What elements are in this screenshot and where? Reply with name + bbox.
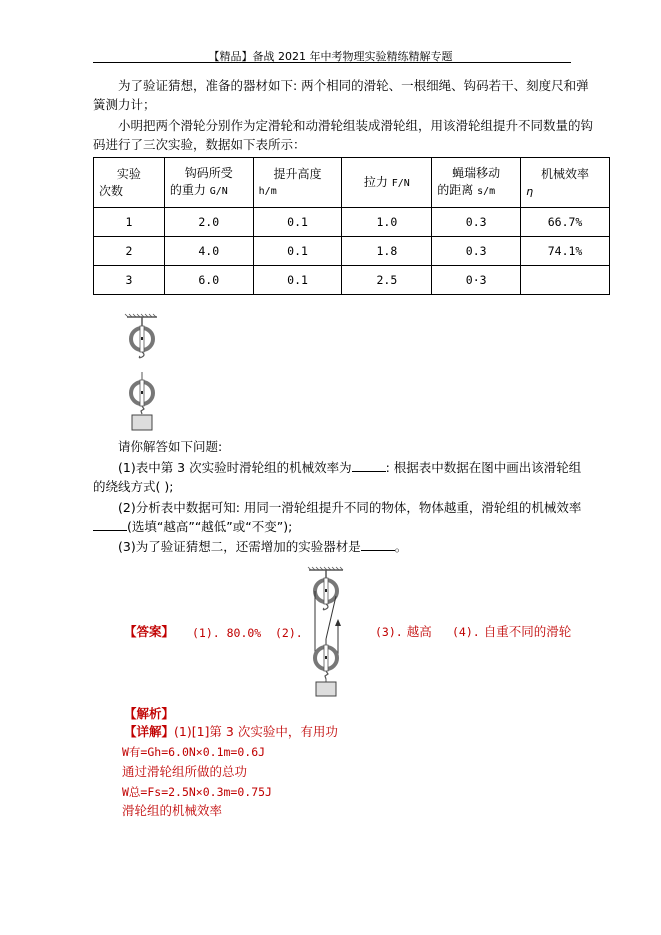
page-header-title: 【精品】备战 2021 年中考物理实验精练精解专题 [208,50,453,63]
table-cell: 2 [94,237,165,266]
answer-1: (1). 80.0% [192,626,262,640]
header-line2: 的重力 [169,183,206,197]
table-cell: 66.7% [521,208,610,237]
header-cell-trial [94,158,165,208]
header-cell-force [342,158,432,208]
answer-3 [375,623,432,641]
header-line1: 钩码所受 [184,166,233,180]
answer-3-text: 越高 [406,624,432,639]
answer-4-num: (4). [452,625,480,639]
answer-4 [452,623,571,641]
table-cell: 1 [94,208,165,237]
answer-blank [361,538,395,551]
table-cell: 3 [94,266,165,295]
table-cell: 74.1% [521,237,610,266]
questions-intro: 请你解答如下问题: [118,439,223,454]
question-1-line2: 的绕线方式( ); [93,479,174,494]
arrow-head-icon [335,619,341,626]
header-line1: 机械效率 [541,166,590,181]
intro-para1-line2: 簧测力计； [93,97,156,112]
equation-total-work: W总=Fs=2.5N×0.3m=0.75J [122,785,272,799]
table-cell [521,266,610,295]
header-line2: 次数 [99,183,124,198]
answer-label: 【答案】 [124,624,175,639]
table-cell: 0.1 [253,208,342,237]
header-unit: F/N [391,177,410,189]
header-unit: h/m [258,185,277,197]
table-header-row [94,158,610,208]
header-line1: 提升高度 [273,166,322,181]
question-3-text: (3)为了验证猜想二，还需增加的实验器材是 [118,539,361,554]
header-cell-distance [432,158,521,208]
equation-useful-work: W有=Gh=6.0N×0.1m=0.6J [122,745,266,759]
question-3 [118,538,407,556]
header-cell-weight [164,158,253,208]
question-2-line1: (2)分析表中数据可知: 用同一滑轮组提升不同的物体，物体越重，滑轮组的机械效率 [118,500,582,515]
detail-label: 【详解】 [124,724,175,739]
table-cell: 0.3 [432,237,521,266]
intro-para1-line1: 为了验证猜想，准备的器材如下: 两个相同的滑轮、一根细绳、钩码若干、刻度尺和弹 [118,78,589,93]
experiment-data-table [93,157,610,295]
table-cell: 1.0 [342,208,432,237]
header-line1: 拉力 [363,174,388,189]
table-cell: 0.1 [253,266,342,295]
table-row [94,266,610,295]
question-2-text: (选填“越高”“越低”或“不变”); [127,519,293,534]
header-cell-height [253,158,342,208]
intro-para2-line2: 码进行了三次实验，数据如下表所示： [93,137,306,152]
header-line1: 实验 [116,166,141,181]
answer-blank [352,459,386,472]
pulley-figure-answer [305,566,355,698]
answer-4-text: 自重不同的滑轮 [483,624,572,639]
pulley-figure-question [120,312,170,434]
header-line2: 的距离 [437,183,474,197]
table-cell: 4.0 [164,237,253,266]
question-1-text-cont: : 根据表中数据在图中画出该滑轮组 [385,460,582,475]
table-cell: 6.0 [164,266,253,295]
answer-blank [93,518,127,531]
question-3-end: 。 [394,539,408,554]
header-line1: 蝇瑞移动 [452,166,501,180]
efficiency-text: 滑轮组的机械效率 [122,803,223,818]
intro-para2-line1: 小明把两个滑轮分别作为定滑轮和动滑轮组装成滑轮组，用该滑轮组提升不同数量的钩 [118,118,594,133]
table-row [94,208,610,237]
header-cell-efficiency [521,158,610,208]
question-1-line1 [118,459,581,477]
header-divider [93,62,571,63]
header-unit: η [526,184,534,198]
table-cell: 1.8 [342,237,432,266]
table-cell: 0.1 [253,237,342,266]
answer-3-num: (3). [375,625,403,639]
question-1-text: (1)表中第 3 次实验时滑轮组的机械效率为 [118,460,352,475]
table-cell: 0.3 [432,208,521,237]
question-2-line2 [93,518,292,536]
hook [139,352,144,358]
table-cell: 0·3 [432,266,521,295]
table-cell: 2.5 [342,266,432,295]
answer-2-label: (2). [275,626,303,640]
header-unit: G/N [209,186,228,197]
weight-block [316,682,336,696]
total-work-text: 通过滑轮组所做的总功 [122,764,248,779]
weight-block [132,415,152,430]
detail-text: (1)[1]第 3 次实验中，有用功 [174,724,338,739]
analysis-label: 【解析】 [124,706,175,721]
table-cell: 2.0 [164,208,253,237]
detail-line [124,723,338,741]
header-unit: s/m [477,186,496,197]
table-row [94,237,610,266]
